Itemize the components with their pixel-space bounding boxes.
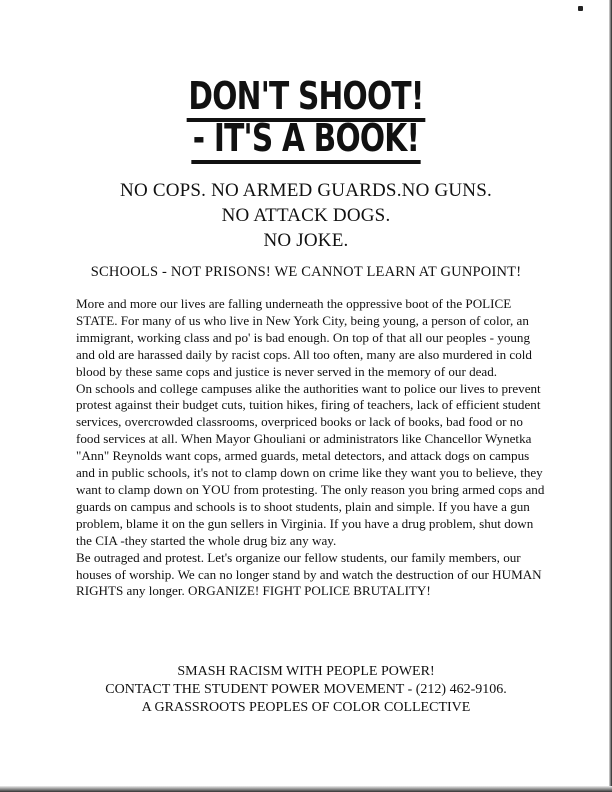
scan-speck (578, 6, 583, 11)
body-paragraph-1: More and more our lives are falling underneath the oppressive boot of the POLICE STATE. For many of us who live in New York City, being young, a person of color, an immigrant, working class and po' is bad enough. On top of that all our peoples - young and old are harassed daily by racist cops. All too often, many are also murdered in cold blood by these same cops and justice is never served in the memory of our dead. (76, 296, 532, 379)
headline-line-1 (67, 74, 544, 118)
body-paragraph-2: On schools and college campuses alike the authorities want to police our lives to prevent protest against their budget cuts, tuition hikes, firing of teachers, lack of efficient student services, overcrowded classrooms, overpriced books or lack of books, bad food or no food services at all. When Mayor Ghouliani or administrators like Chancellor Wynetka "Ann" Reynolds want cops, armed guards, metal detectors, and attack dogs on campus and in public schools, it's not to clamp down on crime like they want you to believe, they want to clamp down on YOU from protesting. The only reason you bring armed cops and guards on campus and schools is to shoot students, plain and simple. If you have a gun problem, blame it on the gun sellers in Virginia. If you have a drug problem, shut down the CIA -they started the whole drug biz any way. (76, 380, 545, 548)
tagline: SCHOOLS - NOT PRISONS! WE CANNOT LEARN AT GUNPOINT! (90, 264, 522, 280)
footer-collective: A GRASSROOTS PEOPLES OF COLOR COLLECTIVE (141, 700, 471, 715)
footer-contact: CONTACT THE STUDENT POWER MOVEMENT - (212) 462-9106. (105, 682, 507, 697)
subheadline-line-1: NO COPS. NO ARMED GUARDS.NO GUNS. (120, 180, 492, 201)
subheadline-line-2: NO ATTACK DOGS. (221, 205, 391, 226)
body-paragraph-3: Be outraged and protest. Let's organize our fellow students, our family members, our houses of worship. We can no longer stand by and watch the destruction of our HUMAN RIGHTS any longer. ORGANIZE! FIGHT POLICE BRUTALITY! (76, 549, 542, 599)
subheadline-line-3: NO JOKE. (263, 230, 349, 251)
footer-slogan: SMASH RACISM WITH PEOPLE POWER! (177, 664, 435, 679)
page-bottom-shadow (0, 786, 612, 792)
headline-line-1-text: DON'T SHOOT! (187, 74, 425, 122)
body-text (76, 296, 546, 600)
headline-line-2 (67, 116, 544, 160)
headline-line-2-text: - IT'S A BOOK! (191, 116, 421, 164)
